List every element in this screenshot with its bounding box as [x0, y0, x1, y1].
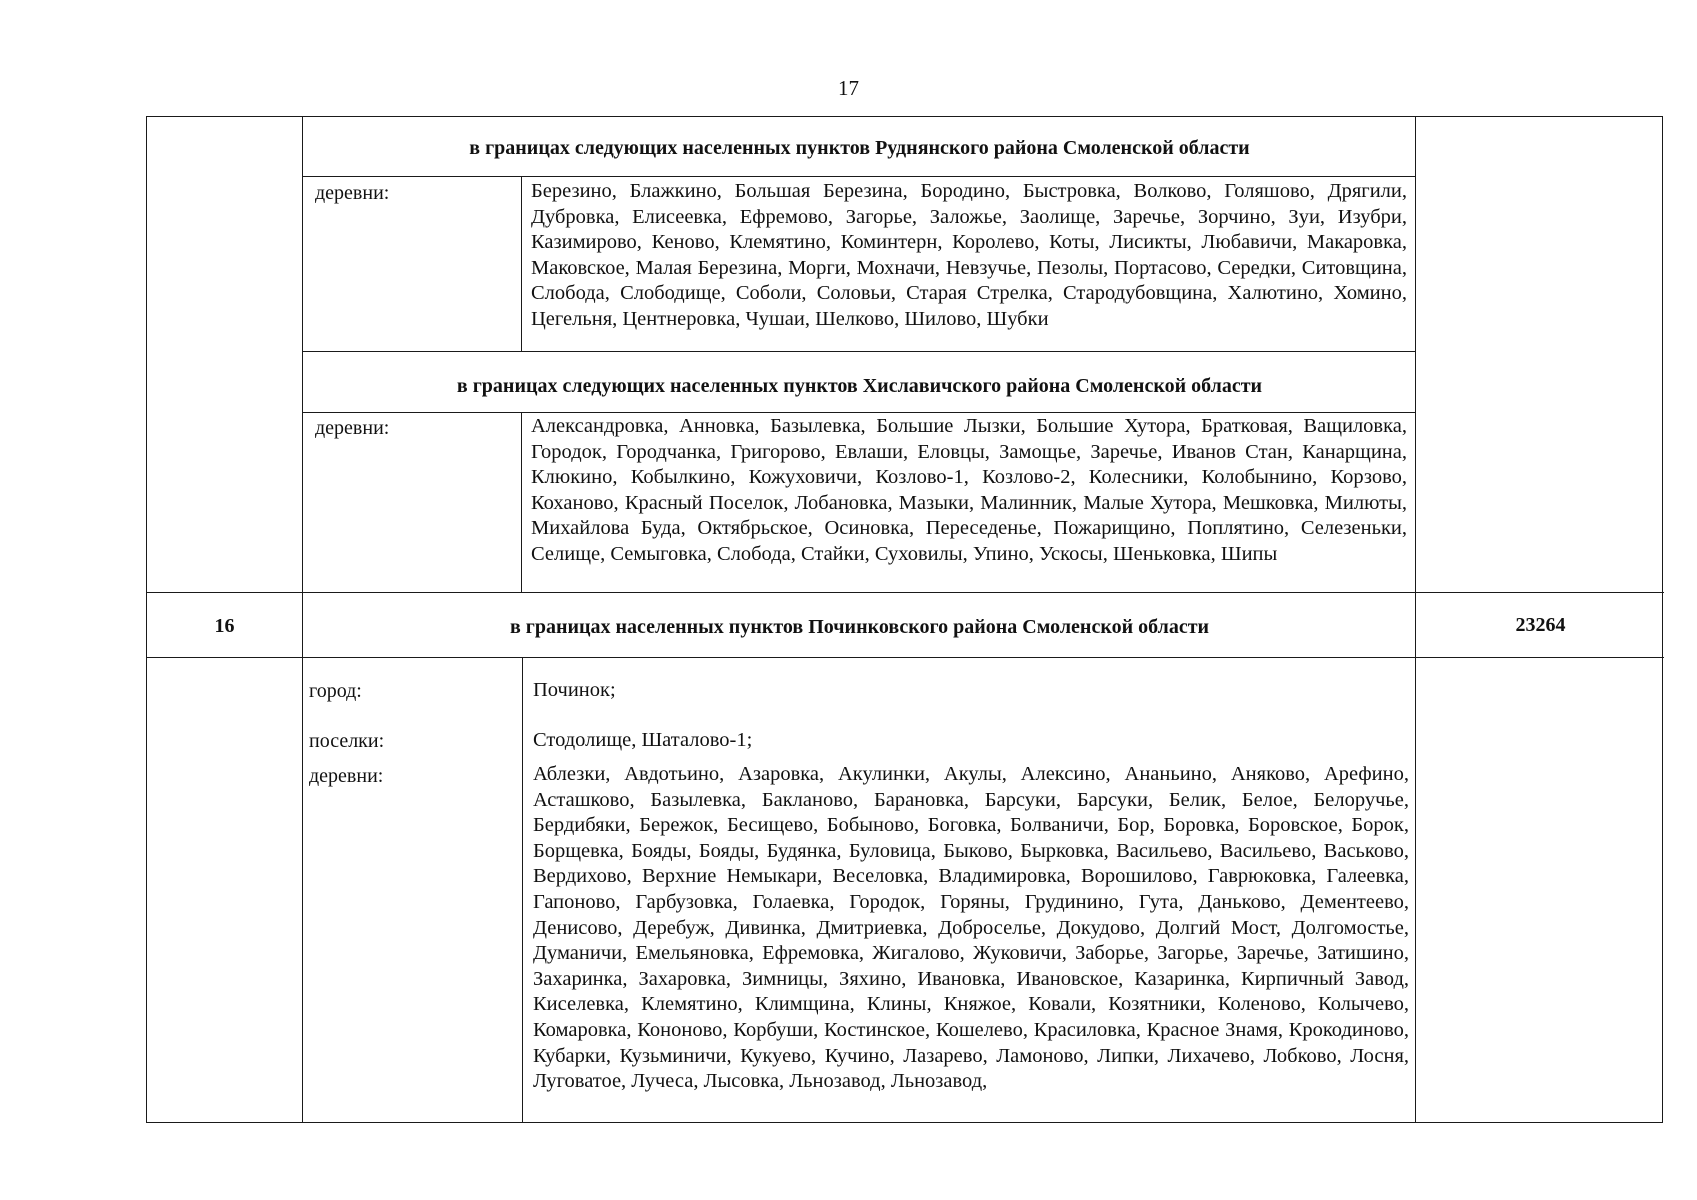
label-column-divider [521, 176, 522, 351]
settlement-list: Аблезки, Авдотьино, Азаровка, Акулинки, Акулы, Алексино, Ананьино, Аняково, Арефино, Асташково, Базылевка, Бакланово, Барановка, Барсуки, Барсуки, Белик, Белое, Белоручье, Бердибяки, Бережок, Бесищево, Бобыново, Боговка, Болваничи, Бор, Боровка, Боровское, Борок, Борщевка, Бояды, Бояды, Будянка, Буловица, Быково, Бырковка, Васильево, Васильево, Васьково, Вердихово, Верхние Немыкари, Веселовка, Владимировка, Ворошилово, Гаврюковка, Галеевка, Гапоново, Гарбузовка, Голаевка, Городок, Горяны, Грудинино, Гута, Даньково, Дементеево, Денисово, Деребуж, Дивинка, Дмитриевка, Доброселье, Докудово, Долгий Мост, Долгомостье, Думаничи, Емельяновка, Ефремовка, Жигалово, Жуковичи, Заборье, Загорье, Заречье, Затишино, Захаринка, Захаровка, Зимницы, Зяхино, Ивановка, Ивановское, Казаринка, Кирпичный Завод, Киселевка, Клемятино, Климщина, Клины, Княжое, Ковали, Козятники, Коленово, Колычево, Комаровка, Кононово, Корбуши, Костинское, Кошелево, Красиловка, Красное Знамя, Крокодиново, Кубарки, Кузьминичи, Кукуево, Кучино, Лазарево, Ламоново, Липки, Лихачево, Лобково, Лосня, Луговатое, Лучеса, Лысовка, Льнозавод, Льнозавод, [533, 763, 1409, 1093]
section-heading-rudnya: в границах следующих населенных пунктов Руднянского района Смоленской области [469, 137, 1250, 159]
settlements-table [146, 116, 1663, 1123]
column-divider-number [302, 117, 303, 1122]
row-label: деревни: [315, 417, 390, 439]
settlement-list: Березино, Блажкино, Большая Березина, Бородино, Быстровка, Волково, Голяшово, Дрягили, Дубровка, Елисеевка, Ефремово, Загорье, Заложье, Заолище, Заречье, Зорчино, Зуи, Изубри, Казимирово, Кеново, Клемятино, Коминтерн, Королево, Коты, Лисикты, Любавичи, Макаровка, Маковское, Малая Березина, Морги, Мохначи, Невзучье, Пезолы, Портасово, Середки, Ситовщина, Слобода, Слободище, Соболи, Соловьи, Старая Стрелка, Стародубовщина, Халютино, Хомино, Цегельня, Центнеровка, Чушаи, Шелково, Шилово, Шубки [531, 180, 1407, 330]
section-divider [302, 412, 1415, 413]
row-label-city: город: [309, 680, 362, 702]
section-heading-khislavichi: в границах следующих населенных пунктов Хиславичского района Смоленской области [456, 375, 1263, 397]
row-label: деревни: [315, 182, 390, 204]
label-column-divider [522, 657, 523, 1122]
label-column-divider [521, 412, 522, 592]
section-heading-pochinok: в границах населенных пунктов Починковского района Смоленской области [509, 616, 1210, 638]
row-label-villages: деревни: [309, 765, 384, 787]
row-divider [147, 657, 1664, 658]
row-label-settlements: поселки: [309, 730, 385, 752]
area-value: 23264 [1515, 614, 1566, 636]
settlement-list: Александровка, Анновка, Базылевка, Большие Лызки, Большие Хутора, Братковая, Ващиловка, Городок, Городчанка, Григорово, Евлаши, Еловцы, Замощье, Заречье, Иванов Стан, Канарщина, Клюкино, Кобылкино, Кожуховичи, Козлово-1, Козлово-2, Колесники, Колобынино, Корзово, Коханово, Красный Поселок, Лобановка, Мазыки, Малинник, Малые Хутора, Мешковка, Милюты, Михайлова Буда, Октябрьское, Осиновка, Переседенье, Пожарищино, Поплятино, Селезеньки, Селище, Семыговка, Слобода, Стайки, Суховилы, Упино, Ускосы, Шеньковка, Шипы [531, 415, 1407, 565]
section-divider [302, 176, 1415, 177]
page-number: 17 [838, 76, 859, 100]
row-divider [147, 592, 1664, 593]
city-list: Починок; [533, 679, 616, 701]
column-divider-value [1415, 117, 1416, 1122]
row-number: 16 [214, 615, 235, 637]
settlement-towns-list: Стодолище, Шаталово-1; [533, 729, 753, 751]
section-divider [302, 351, 1415, 352]
